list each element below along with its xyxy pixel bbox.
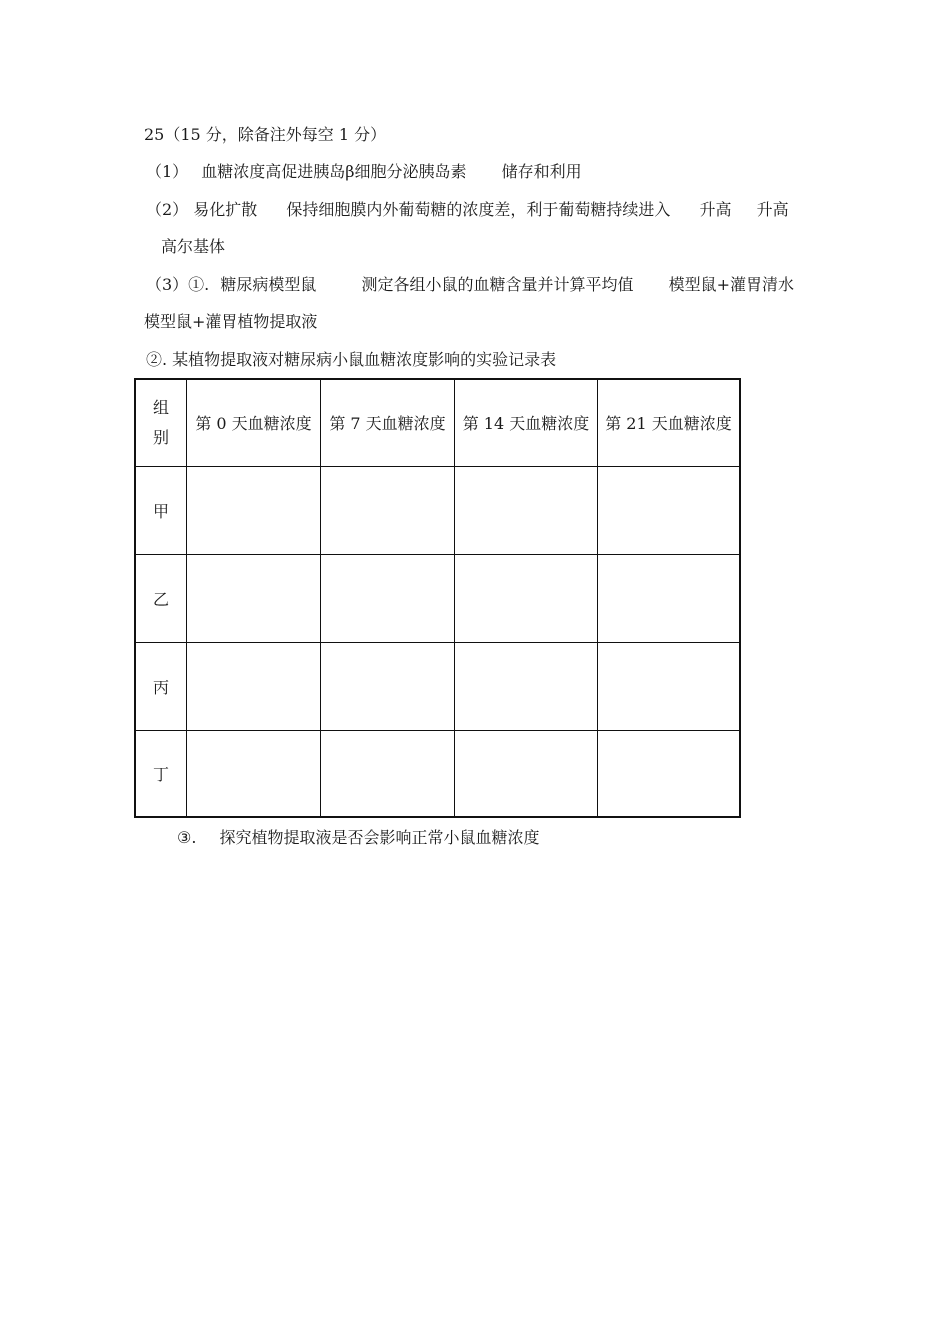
group-header-cell (135, 379, 187, 466)
part3-answer4: 模型鼠+灌胃植物提取液 (144, 312, 318, 331)
table-row (135, 466, 740, 554)
part2-answer3: 升高 (699, 200, 732, 219)
table-cell (455, 642, 598, 730)
part3-answer1: 糖尿病模型鼠 (220, 275, 317, 294)
row-label: 乙 (135, 554, 187, 642)
table-cell (321, 466, 455, 554)
row-label: 甲 (135, 466, 187, 554)
table-caption: ②. 某植物提取液对糖尿病小鼠血糖浓度影响的实验记录表 (146, 350, 557, 369)
row-label: 丁 (135, 730, 187, 817)
column-header: 第 21 天血糖浓度 (598, 379, 741, 466)
table-cell (598, 730, 741, 817)
group-header: 组 别 (152, 397, 169, 447)
part1-label: （1） (146, 162, 189, 181)
table-row (135, 730, 740, 817)
part2-label: （2） (146, 200, 189, 219)
part2-answer2: 保持细胞膜内外葡萄糖的浓度差，利于葡萄糖持续进入 (286, 200, 671, 219)
table-cell (187, 466, 321, 554)
table-cell (321, 554, 455, 642)
part2-line-cont (161, 237, 225, 257)
table-header-row (135, 379, 740, 466)
column-header: 第 7 天血糖浓度 (321, 379, 455, 466)
part2-answer1: 易化扩散 (193, 200, 258, 219)
column-header: 第 0 天血糖浓度 (187, 379, 321, 466)
part1-answer1: 血糖浓度高促进胰岛β细胞分泌胰岛素 (201, 162, 467, 181)
item3-label: ③. (177, 828, 197, 847)
part3-answer2: 测定各组小鼠的血糖含量并计算平均值 (361, 275, 634, 294)
table-cell (598, 466, 741, 554)
part3-label: （3）①. (146, 275, 210, 294)
table-cell (187, 730, 321, 817)
table-cell (455, 730, 598, 817)
item3-text: 探究植物提取液是否会影响正常小鼠血糖浓度 (219, 828, 540, 847)
part3-line-cont (144, 312, 317, 332)
table-cell (187, 554, 321, 642)
table-cell (598, 554, 741, 642)
table-cell (598, 642, 741, 730)
part1-line (146, 162, 582, 182)
part3-answer3: 模型鼠+灌胃清水 (668, 275, 795, 294)
part2-answer5: 高尔基体 (161, 237, 226, 256)
record-table (134, 378, 741, 818)
column-header: 第 14 天血糖浓度 (455, 379, 598, 466)
table-cell (455, 466, 598, 554)
table-cell (187, 642, 321, 730)
row-label: 丙 (135, 642, 187, 730)
question-heading: 25（15 分，除备注外每空 1 分） (144, 125, 387, 144)
table-cell (321, 730, 455, 817)
part2-line (146, 200, 789, 220)
part3-item3-line (177, 828, 540, 848)
table-row (135, 642, 740, 730)
table-row (135, 554, 740, 642)
part3-line (146, 275, 794, 295)
table-cell (321, 642, 455, 730)
part2-answer4: 升高 (756, 200, 789, 219)
part1-answer2: 储存和利用 (501, 162, 582, 181)
table-cell (455, 554, 598, 642)
